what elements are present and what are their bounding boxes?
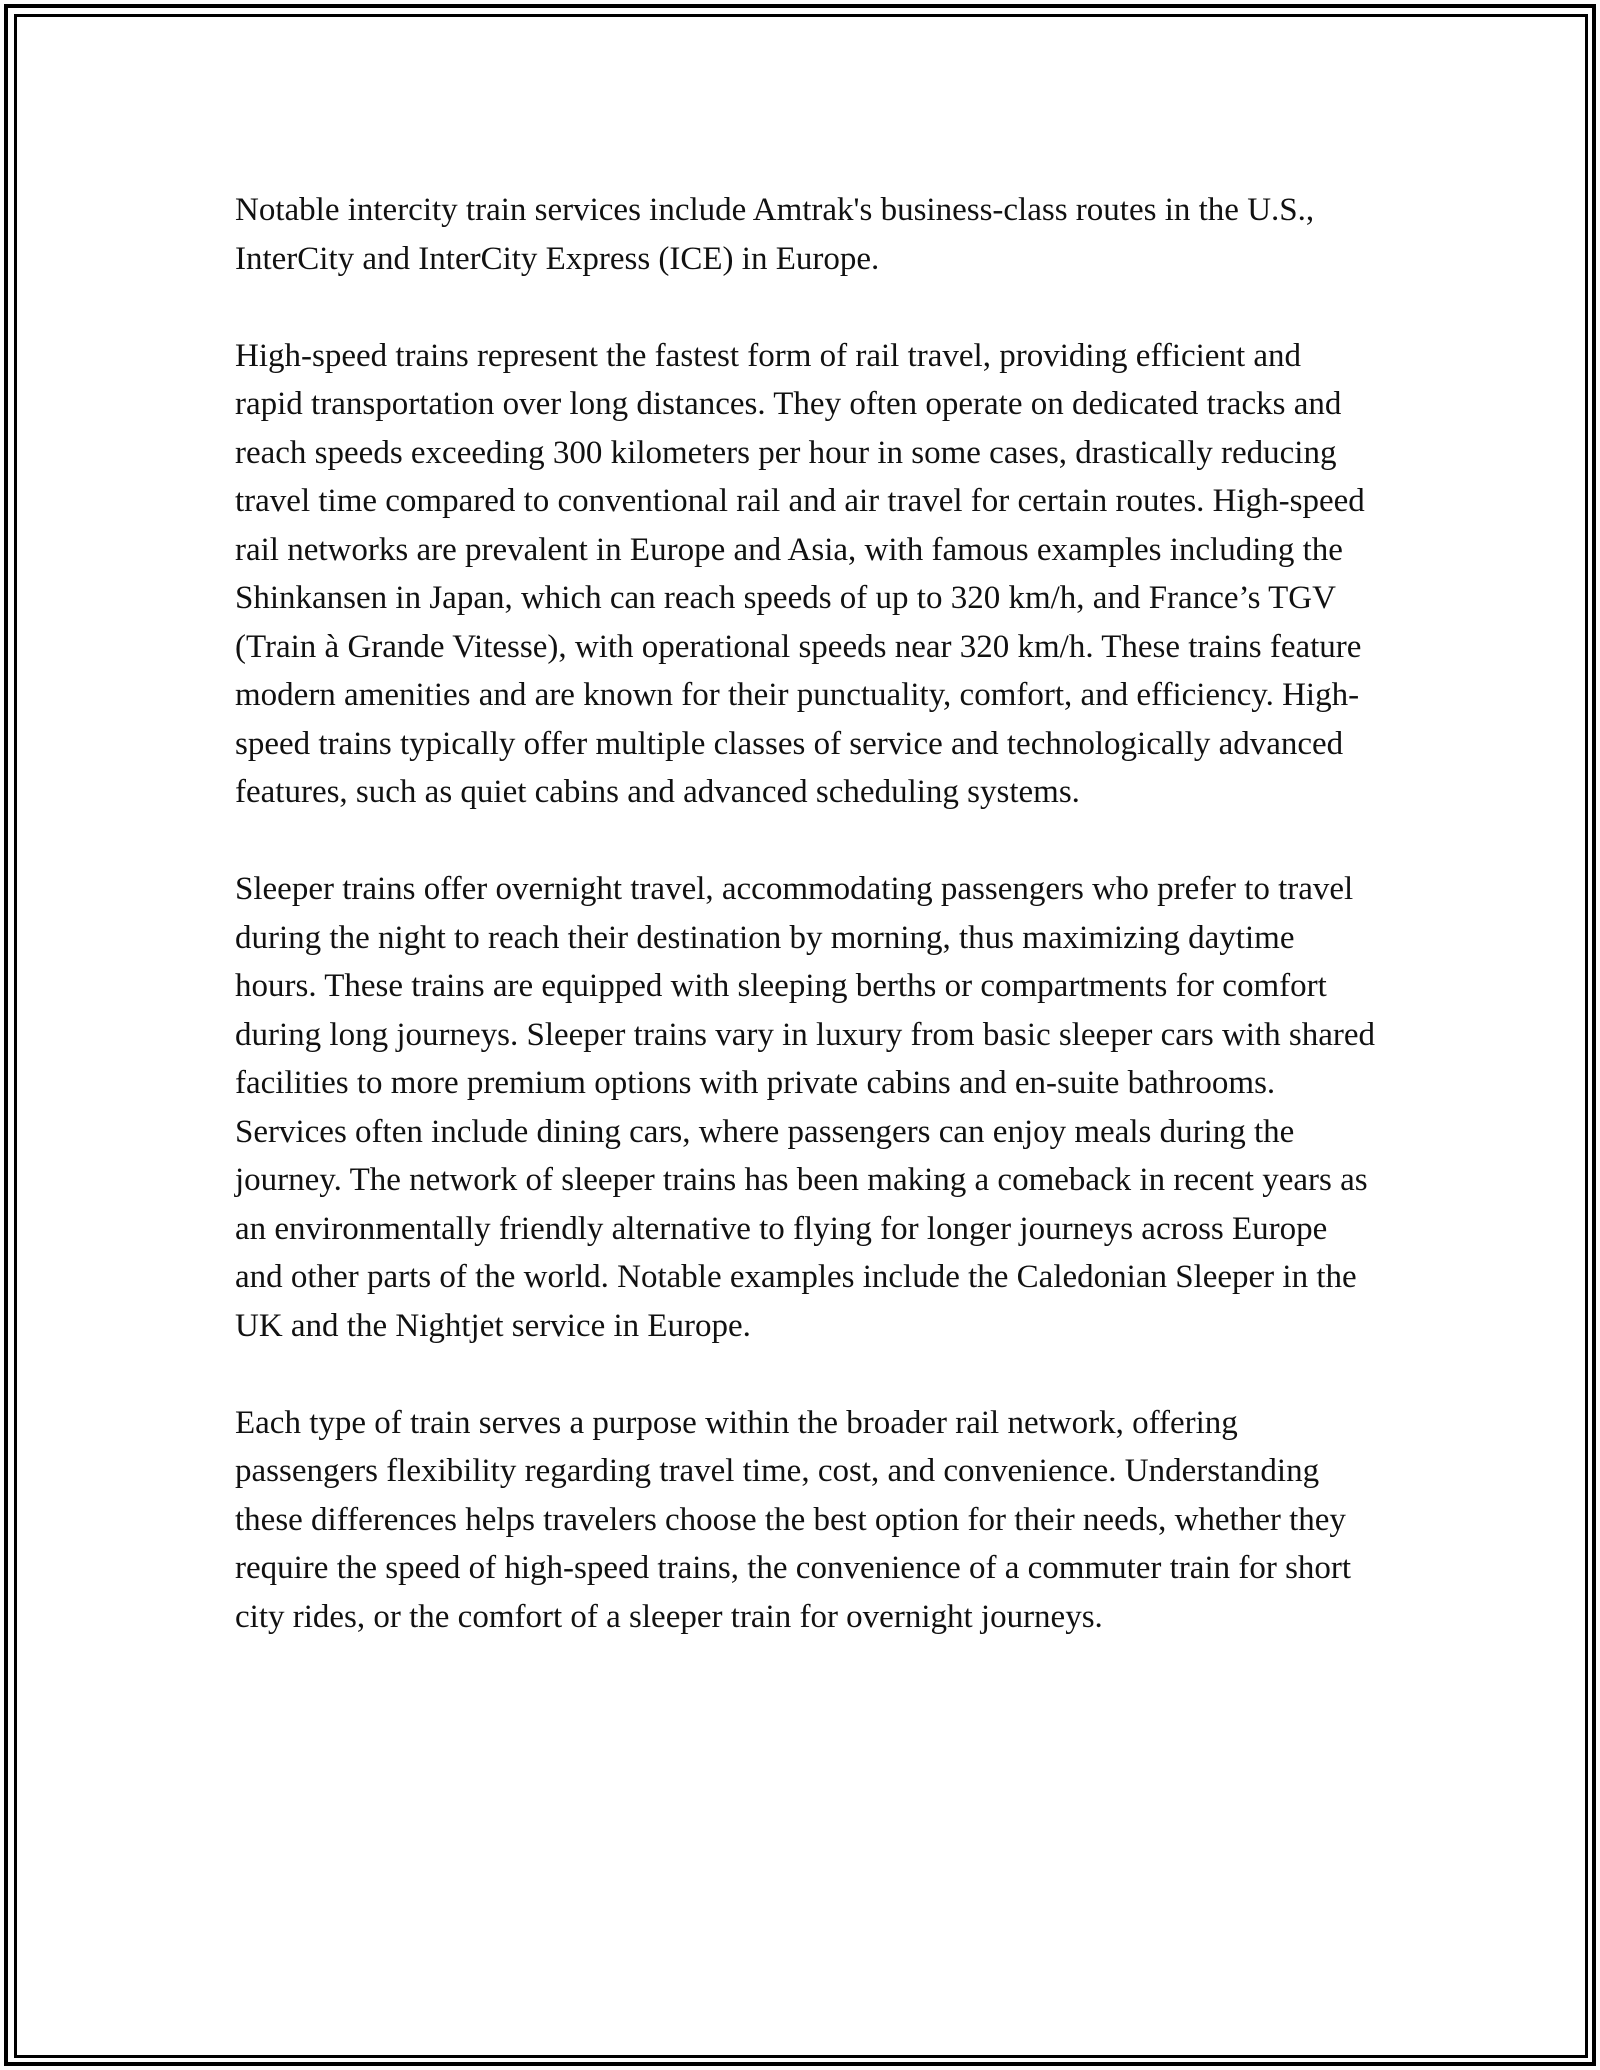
paragraph-conclusion: Each type of train serves a purpose within the broader rail network, offering passengers flexibility regarding travel time, cost, and convenience. Understanding these differences helps travelers choose the best option for their needs, whether they require the speed of high-speed trains, the convenience of a commuter train for short city rides, or the comfort of a sleeper train for overnight journeys. (235, 1404, 1352, 1635)
paragraph-high-speed-trains: High-speed trains represent the fastest form of rail travel, providing efficient and rapid transportation over long distances. They often operate on dedicated tracks and reach speeds exceeding 300 kilometers per hour in some cases, drastically reducing travel time compared to conventional rail and air travel for certain routes. High-speed rail networks are prevalent in Europe and Asia, with famous examples including the Shinkansen in Japan, which can reach speeds of up to 320 km/h, and France’s TGV (Train à Grande Vitesse), with operational speeds near 320 km/h. These trains feature modern amenities and are known for their punctuality, comfort, and efficiency. High-speed trains typically offer multiple classes of service and technologically advanced features, such as quiet cabins and advanced scheduling systems. (235, 337, 1365, 810)
document-body (235, 186, 1375, 1690)
paragraph-sleeper-trains: Sleeper trains offer overnight travel, accommodating passengers who prefer to travel during the night to reach their destination by morning, thus maximizing daytime hours. These trains are equipped with sleeping berths or compartments for comfort during long journeys. Sleeper trains vary in luxury from basic sleeper cars with shared facilities to more premium options with private cabins and en-suite bathrooms. Services often include dining cars, where passengers can enjoy meals during the journey. The network of sleeper trains has been making a comeback in recent years as an environmentally friendly alternative to flying for longer journeys across Europe and other parts of the world. Notable examples include the Caledonian Sleeper in the UK and the Nightjet service in Europe. (235, 871, 1376, 1344)
paragraph-intercity: Notable intercity train services include Amtrak's business-class routes in the U.S., InterCity and InterCity Express (ICE) in Europe. (235, 192, 1315, 277)
